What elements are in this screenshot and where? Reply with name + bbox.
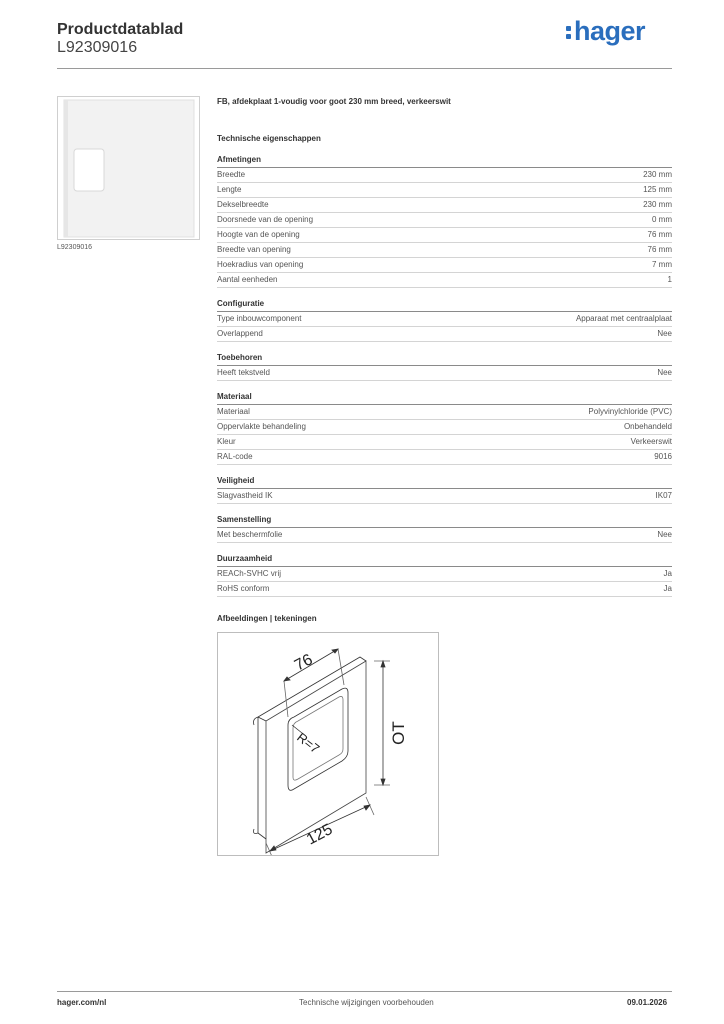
spec-label: Oppervlakte behandeling — [217, 422, 306, 431]
spec-label: Slagvastheid IK — [217, 491, 273, 500]
spec-value: Apparaat met centraalplaat — [575, 314, 672, 323]
spec-section — [217, 155, 672, 288]
spec-row — [217, 582, 672, 597]
spec-value: 230 mm — [643, 200, 672, 209]
section-heading: Materiaal — [217, 392, 672, 405]
logo-text: hager — [574, 16, 646, 46]
product-code: L92309016 — [57, 39, 138, 56]
footer-disclaimer: Technische wijzigingen voorbehouden — [299, 998, 434, 1007]
spec-sections — [217, 155, 672, 597]
spec-section — [217, 353, 672, 381]
spec-row — [217, 489, 672, 504]
spec-section — [217, 392, 672, 465]
section-heading: Samenstelling — [217, 515, 672, 528]
spec-row — [217, 183, 672, 198]
spec-label: REACh-SVHC vrij — [217, 569, 282, 578]
spec-row — [217, 420, 672, 435]
dimension-drawing — [218, 633, 438, 855]
spec-row — [217, 327, 672, 342]
spec-value: 125 mm — [643, 185, 672, 194]
section-heading: Configuratie — [217, 299, 672, 312]
document-title: Productdatablad — [57, 21, 184, 38]
images-section-title: Afbeeldingen | tekeningen — [217, 614, 317, 623]
spec-section — [217, 299, 672, 342]
spec-row — [217, 450, 672, 465]
spec-label: Breedte van opening — [217, 245, 291, 254]
spec-row — [217, 366, 672, 381]
spec-value: Nee — [657, 329, 672, 338]
spec-row — [217, 228, 672, 243]
spec-value: 1 — [667, 275, 672, 284]
spec-row — [217, 168, 672, 183]
spec-label: RAL-code — [217, 452, 253, 461]
section-heading: Veiligheid — [217, 476, 672, 489]
spec-section — [217, 476, 672, 504]
spec-value: 9016 — [654, 452, 672, 461]
spec-row — [217, 243, 672, 258]
header-divider — [57, 68, 672, 69]
hager-logo — [566, 16, 645, 47]
spec-label: Lengte — [217, 185, 242, 194]
spec-row — [217, 312, 672, 327]
spec-value: 0 mm — [652, 215, 672, 224]
product-description: FB, afdekplaat 1-voudig voor goot 230 mm breed, verkeerswit — [217, 97, 451, 106]
spec-label: RoHS conform — [217, 584, 270, 593]
spec-label: Met beschermfolie — [217, 530, 283, 539]
spec-row — [217, 273, 672, 288]
spec-value: Nee — [657, 530, 672, 539]
spec-value: 76 mm — [647, 245, 672, 254]
spec-row — [217, 213, 672, 228]
product-specs — [217, 97, 672, 608]
tech-properties-title: Technische eigenschappen — [217, 134, 321, 143]
spec-label: Hoekradius van opening — [217, 260, 304, 269]
section-heading: Toebehoren — [217, 353, 672, 366]
spec-row — [217, 198, 672, 213]
cover-plate-image — [58, 97, 199, 239]
spec-label: Dekselbreedte — [217, 200, 269, 209]
spec-label: Materiaal — [217, 407, 250, 416]
spec-label: Type inbouwcomponent — [217, 314, 302, 323]
logo-dots-icon — [566, 26, 572, 42]
dimension-height-label: OT — [389, 721, 408, 745]
spec-label: Aantal eenheden — [217, 275, 278, 284]
spec-section — [217, 554, 672, 597]
spec-value: Verkeerswit — [630, 437, 672, 446]
spec-row — [217, 435, 672, 450]
spec-value: 7 mm — [652, 260, 672, 269]
footer-divider — [57, 991, 672, 992]
dimension-radius-label: R=7 — [294, 729, 323, 757]
spec-section — [217, 515, 672, 543]
spec-label: Hoogte van de opening — [217, 230, 300, 239]
spec-row — [217, 528, 672, 543]
footer-date: 09.01.2026 — [627, 998, 668, 1007]
spec-value: Polyvinylchloride (PVC) — [588, 407, 672, 416]
spec-value: 230 mm — [643, 170, 672, 179]
spec-label: Doorsnede van de opening — [217, 215, 314, 224]
product-thumbnail — [57, 96, 200, 240]
spec-label: Overlappend — [217, 329, 263, 338]
spec-row — [217, 258, 672, 273]
technical-drawing — [217, 632, 439, 856]
spec-value: Nee — [657, 368, 672, 377]
dimension-length-label: 125 — [303, 820, 336, 849]
section-heading: Afmetingen — [217, 155, 672, 168]
spec-value: Onbehandeld — [623, 422, 672, 431]
spec-label: Breedte — [217, 170, 246, 179]
spec-value: Ja — [663, 584, 672, 593]
footer-website[interactable]: hager.com/nl — [57, 998, 107, 1007]
spec-value: Ja — [663, 569, 672, 578]
section-heading: Duurzaamheid — [217, 554, 672, 567]
spec-label: Kleur — [217, 437, 236, 446]
spec-value: 76 mm — [647, 230, 672, 239]
spec-row — [217, 405, 672, 420]
spec-label: Heeft tekstveld — [217, 368, 270, 377]
dimension-width-label: 76 — [291, 651, 316, 675]
thumbnail-caption: L92309016 — [57, 244, 93, 251]
spec-value: IK07 — [655, 491, 672, 500]
spec-row — [217, 567, 672, 582]
